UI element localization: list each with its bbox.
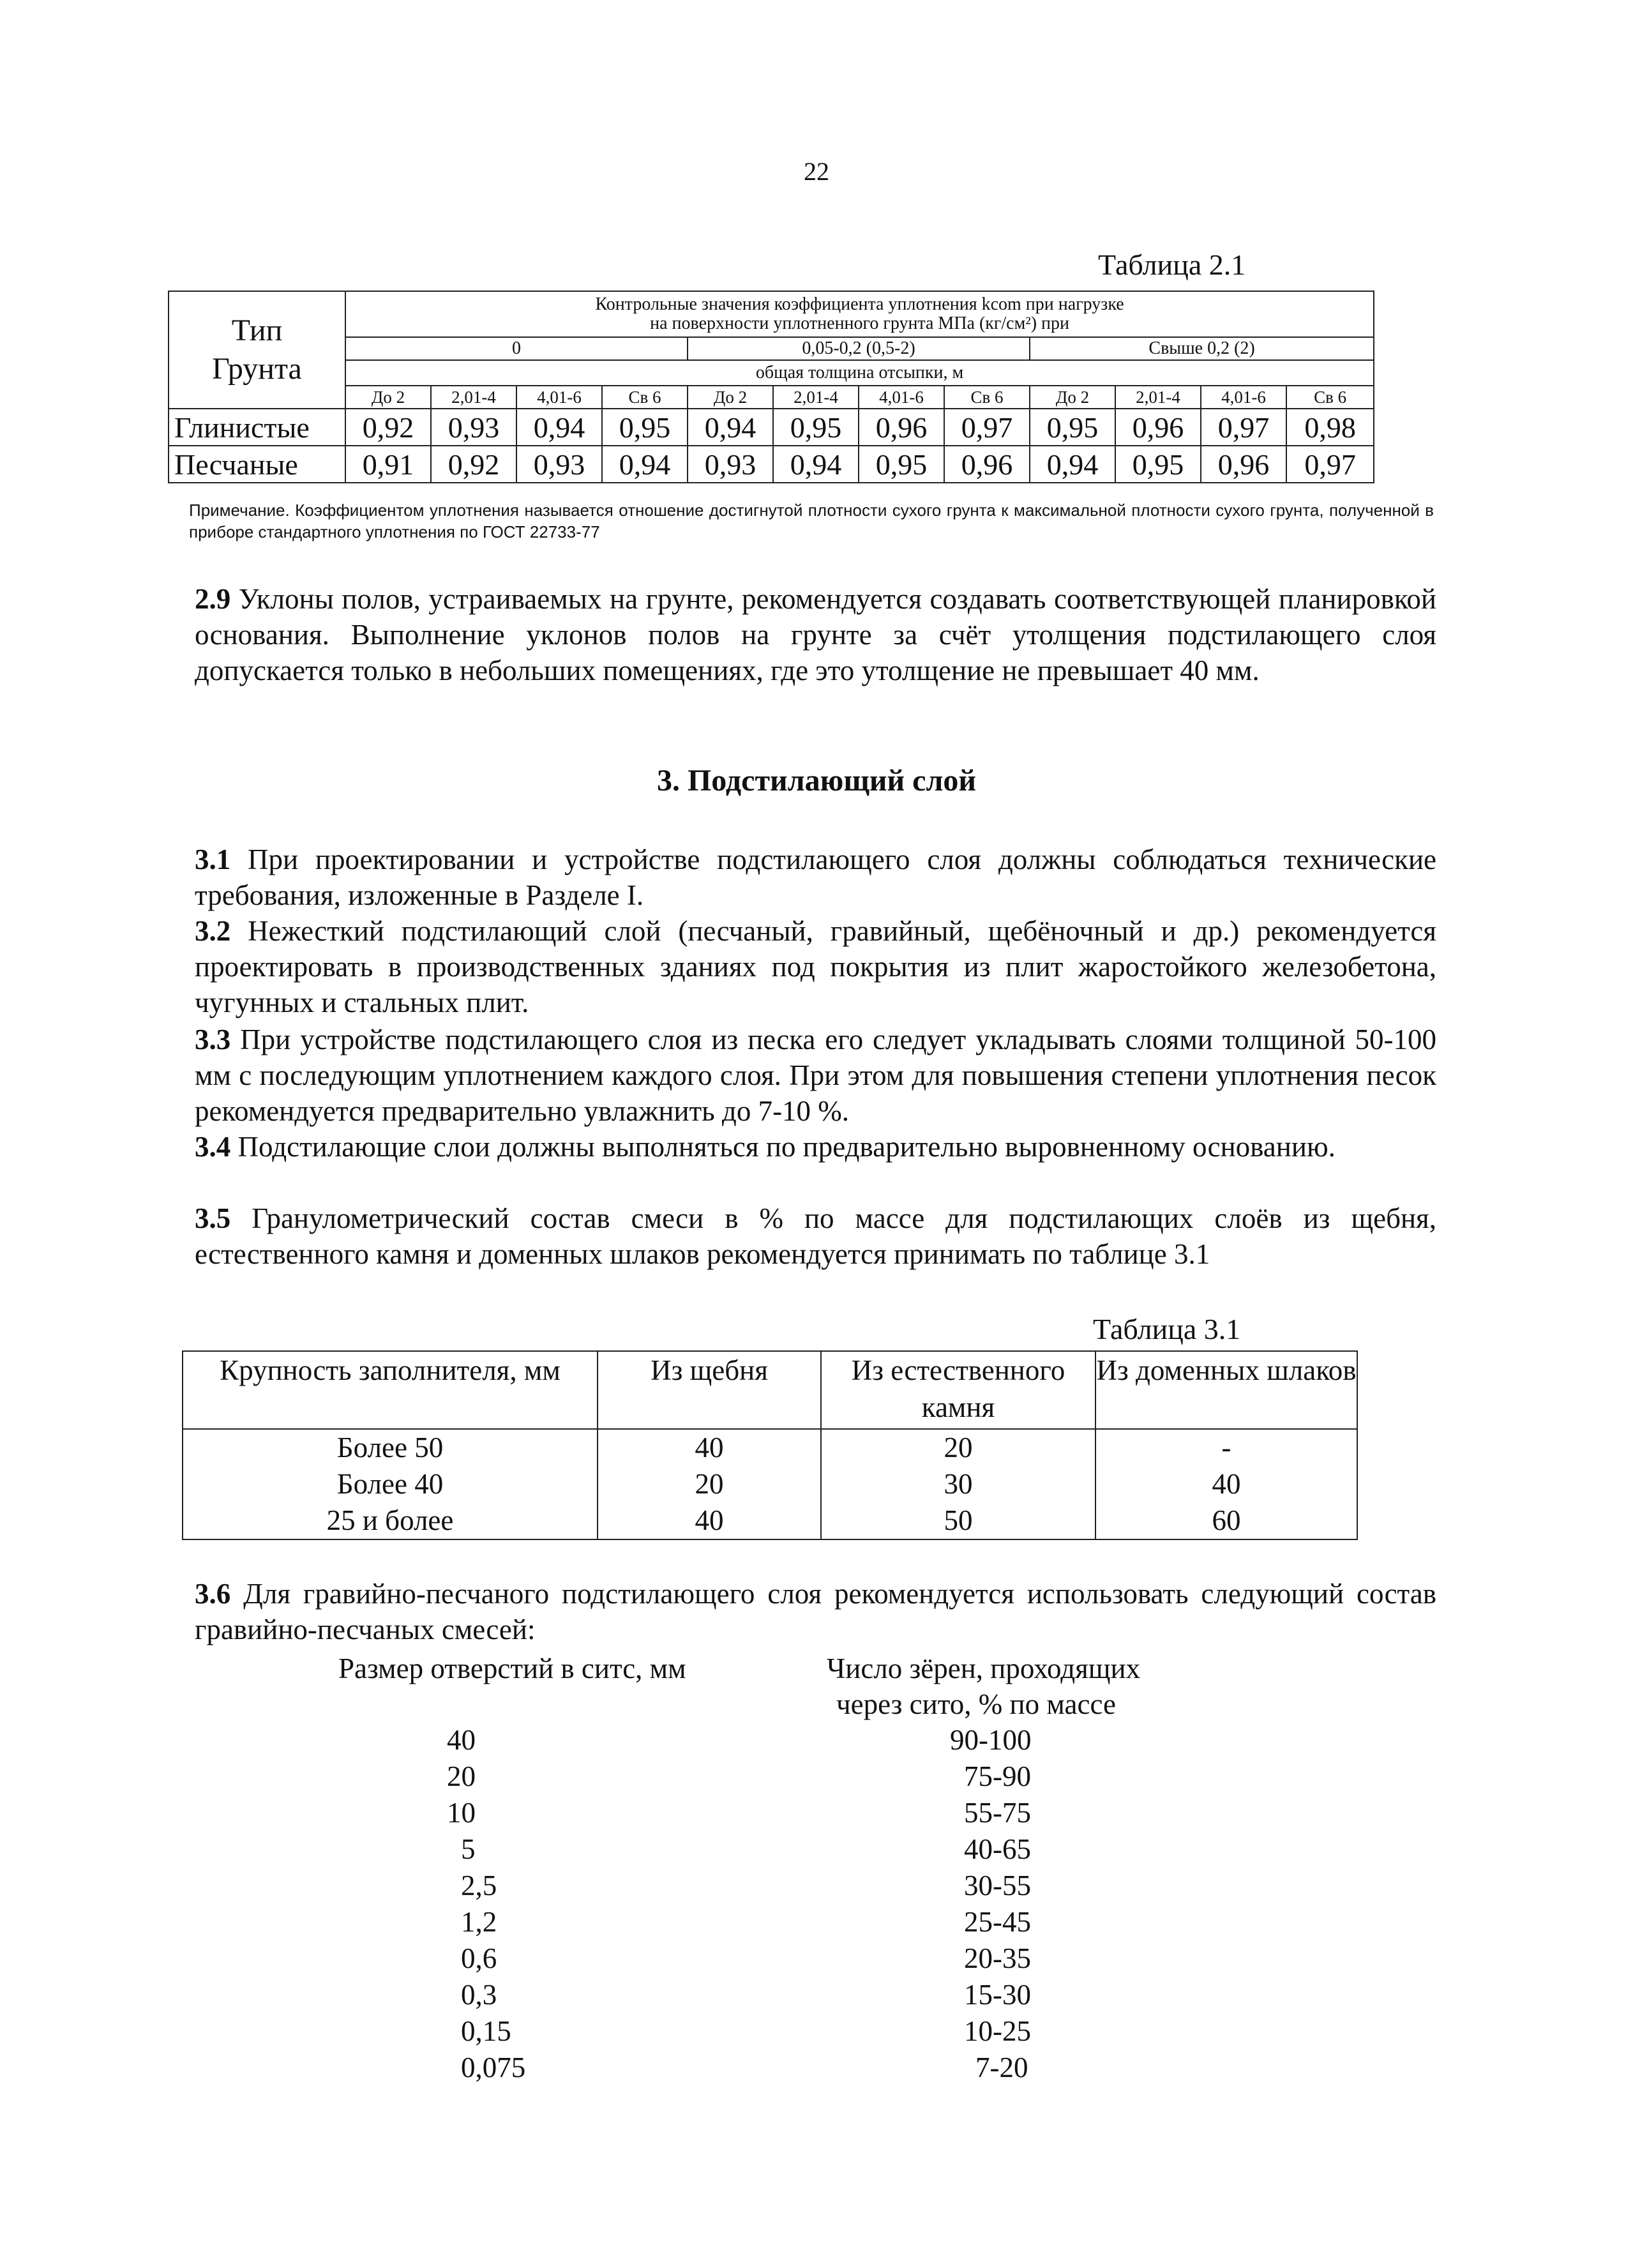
subheader-cell: До 2 (1030, 386, 1115, 409)
value-cell: 0,94 (602, 446, 688, 483)
value-cell: 0,96 (944, 446, 1030, 483)
value-cell: 0,92 (345, 409, 431, 446)
sieve-size: 20 (447, 1760, 476, 1792)
value-cell: 0,92 (431, 446, 516, 483)
value-cell: 0,94 (1030, 446, 1115, 483)
value-cell: 0,96 (1115, 409, 1201, 446)
page-number: 22 (804, 157, 829, 186)
value-cell: 0,95 (773, 409, 859, 446)
sieve-size-list (447, 1722, 613, 2086)
soil-type-header (169, 291, 345, 409)
passing-percent: 15-30 (964, 1979, 1031, 2011)
subheader-cell: До 2 (688, 386, 773, 409)
sieve-size-header: Размер отверстий в ситс, мм (338, 1652, 686, 1684)
value-cell: 0,93 (431, 409, 516, 446)
table-cell: Более 40 (183, 1466, 598, 1502)
subheader-cell: 2,01-4 (773, 386, 859, 409)
table-cell: 20 (821, 1429, 1095, 1466)
subheader-cell: Св 6 (1286, 386, 1374, 409)
header-cell: Из щебня (598, 1351, 821, 1429)
compaction-table (168, 291, 1374, 483)
value-cell: 0,91 (345, 446, 431, 483)
value-cell: 0,93 (688, 446, 773, 483)
sieve-size: 0,075 (461, 2052, 526, 2083)
paragraph-number: 3.2 (195, 915, 231, 947)
passing-percent-list (932, 1722, 1085, 2086)
paragraph-number: 3.1 (195, 843, 231, 875)
passing-header-line2: через сито, % по массе (836, 1688, 1116, 1720)
table-cell: 60 (1095, 1502, 1357, 1539)
subheader-cell: Св 6 (602, 386, 688, 409)
table-row (169, 446, 1374, 483)
paragraph-text: При устройстве подстилающего слоя из песка его следует укладывать слоями толщиной 50-100 мм с последующим уплотнением каждого слоя. При этом для повышения степени уплотнения песок рекомендуется предварительно увлажнить до 7-10 %. (195, 1024, 1436, 1127)
paragraph-3-1 (195, 842, 1436, 913)
paragraph-text: Гранулометрический состав смеси в % по массе для подстилающих слоёв из щебня, естественного камня и доменных шлаков рекомендуется принимать по таблице 3.1 (195, 1202, 1436, 1270)
paragraph-text: Нежесткий подстилающий слой (песчаный, гравийный, щебёночный и др.) рекомендуется проектировать в производственных зданиях под покрытия из плит жаростойкого железобетона, чугунных и стальных плит. (195, 915, 1436, 1018)
value-cell: 0,97 (1201, 409, 1286, 446)
passing-percent: 40-65 (964, 1833, 1031, 1865)
aggregate-table (182, 1350, 1358, 1540)
sieve-size: 0,3 (461, 1979, 497, 2011)
paragraph-number: 2.9 (195, 583, 231, 615)
sieve-size: 1,2 (461, 1906, 497, 1938)
value-cell: 0,97 (1286, 446, 1374, 483)
main-header-line2: на поверхности уплотненного грунта МПа (кг/см²) при (650, 314, 1070, 333)
sieve-size: 10 (447, 1797, 476, 1829)
value-cell: 0,95 (602, 409, 688, 446)
header-cell: Из доменных шлаков (1095, 1351, 1357, 1429)
table-row (183, 1466, 1357, 1502)
sieve-size: 40 (447, 1724, 476, 1756)
row-name: Песчаные (169, 446, 345, 483)
passing-percent: 20-35 (964, 1942, 1031, 1974)
value-cell: 0,94 (688, 409, 773, 446)
value-cell: 0,96 (859, 409, 944, 446)
paragraph-3-4 (195, 1129, 1436, 1165)
table-cell: Более 50 (183, 1429, 598, 1466)
subheader-cell: 2,01-4 (431, 386, 516, 409)
load-group-0: 0 (345, 337, 688, 360)
thickness-header: общая толщина отсыпки, м (345, 360, 1374, 386)
passing-percent: 10-25 (964, 2015, 1031, 2047)
load-group-2: Свыше 0,2 (2) (1030, 337, 1374, 360)
sieve-size: 2,5 (461, 1870, 497, 1901)
table-row (183, 1429, 1357, 1466)
section-3-title: 3. Подстилающий слой (656, 764, 977, 798)
value-cell: 0,95 (859, 446, 944, 483)
sieve-size: 0,6 (461, 1942, 497, 1974)
value-cell: 0,94 (516, 409, 602, 446)
subheader-cell: Св 6 (944, 386, 1030, 409)
subheader-cell: До 2 (345, 386, 431, 409)
table-cell: 25 и более (183, 1502, 598, 1539)
passing-percent: 25-45 (964, 1906, 1031, 1938)
passing-percent: 55-75 (964, 1797, 1031, 1829)
paragraph-3-5 (195, 1200, 1436, 1272)
paragraph-text: Уклоны полов, устраиваемых на грунте, рекомендуется создавать соответствующей планировкой основания. Выполнение уклонов полов на грунте за счёт утолщения подстилающего слоя допускается только в небольших помещениях, где это утолщение не превышает 40 мм. (195, 583, 1436, 686)
table-cell: 30 (821, 1466, 1095, 1502)
value-cell: 0,93 (516, 446, 602, 483)
value-cell: 0,98 (1286, 409, 1374, 446)
table-cell: 20 (598, 1466, 821, 1502)
table-cell: 40 (598, 1502, 821, 1539)
paragraph-3-2 (195, 913, 1436, 1020)
paragraph-number: 3.3 (195, 1024, 231, 1055)
paragraph-text: Подстилающие слои должны выполняться по предварительно выровненному основанию. (230, 1131, 1336, 1163)
paragraph-3-6 (195, 1576, 1436, 1647)
compaction-main-header (345, 291, 1374, 337)
passing-percent: 90-100 (950, 1724, 1032, 1756)
table-2-1-caption: Таблица 2.1 (1098, 248, 1246, 281)
passing-percent: 7-20 (975, 2052, 1028, 2083)
subheader-cell: 4,01-6 (1201, 386, 1286, 409)
subheader-cell: 4,01-6 (859, 386, 944, 409)
paragraph-text: При проектировании и устройстве подстилающего слоя должны соблюдаться технические требования, изложенные в Разделе I. (195, 843, 1436, 911)
subheader-cell: 4,01-6 (516, 386, 602, 409)
passing-percent: 75-90 (964, 1760, 1031, 1792)
table-row (183, 1502, 1357, 1539)
paragraph-number: 3.6 (195, 1578, 231, 1610)
value-cell: 0,97 (944, 409, 1030, 446)
table-cell: 50 (821, 1502, 1095, 1539)
table-cell: - (1095, 1429, 1357, 1466)
paragraph-3-3 (195, 1022, 1436, 1129)
paragraph-number: 3.4 (195, 1131, 231, 1163)
paragraph-2-9 (195, 581, 1436, 688)
main-header-line1: Контрольные значения коэффициента уплотнения kсom при нагрузке (595, 294, 1124, 314)
table-2-1-note: Примечание. Коэффициентом уплотнения называется отношение достигнутой плотности сухого грунта к максимальной плотности сухого грунта, полученной в приборе стандартного уплотнения по ГОСТ 22733-77 (189, 501, 1434, 541)
paragraph-number: 3.5 (195, 1202, 231, 1234)
passing-header-line1: Число зёрен, проходящих (827, 1652, 1141, 1684)
value-cell: 0,96 (1201, 446, 1286, 483)
table-cell: 40 (598, 1429, 821, 1466)
header-cell: Крупность заполнителя, мм (183, 1351, 598, 1429)
row-name: Глинистые (169, 409, 345, 446)
sieve-size: 5 (461, 1833, 476, 1865)
soil-type-header-text: Тип Грунта (212, 314, 302, 386)
value-cell: 0,95 (1030, 409, 1115, 446)
value-cell: 0,94 (773, 446, 859, 483)
passing-percent: 30-55 (964, 1870, 1031, 1901)
value-cell: 0,95 (1115, 446, 1201, 483)
sieve-size: 0,15 (461, 2015, 511, 2047)
header-cell: Из естественного камня (821, 1351, 1095, 1429)
table-row (169, 409, 1374, 446)
subheader-cell: 2,01-4 (1115, 386, 1201, 409)
table-3-1-caption: Таблица 3.1 (1093, 1313, 1241, 1345)
table-cell: 40 (1095, 1466, 1357, 1502)
load-group-1: 0,05-0,2 (0,5-2) (688, 337, 1030, 360)
paragraph-text: Для гравийно-песчаного подстилающего слоя рекомендуется использовать следующий состав гравийно-песчаных смесей: (195, 1578, 1436, 1645)
